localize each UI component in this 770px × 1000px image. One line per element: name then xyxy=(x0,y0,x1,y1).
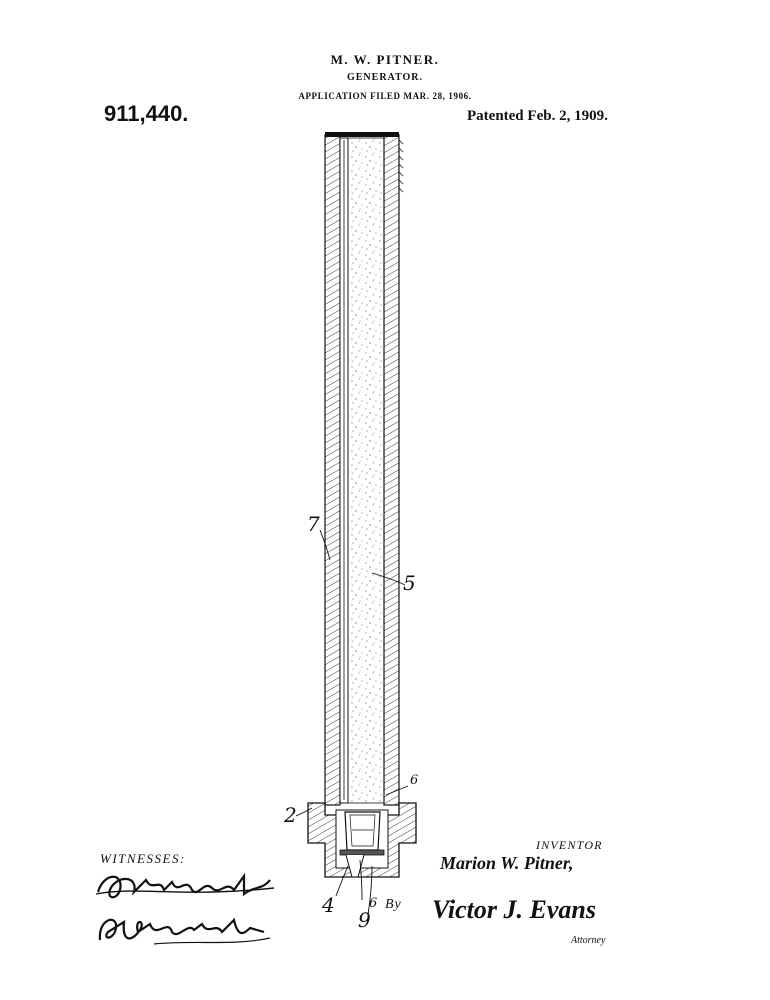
ref-label-4: 4 xyxy=(322,893,335,917)
tube-right-wall xyxy=(384,135,399,805)
witness-signature-1 xyxy=(94,868,284,904)
ref-label-6-lower: 6 xyxy=(369,896,378,911)
screen-plate xyxy=(340,850,384,855)
attorney-caption: Attorney xyxy=(571,935,606,946)
inventor-name-header: M. W. PITNER. xyxy=(330,52,440,67)
inventor-signature: Marion W. Pitner, xyxy=(440,853,574,873)
attorney-signature: Victor J. Evans xyxy=(432,895,596,924)
by-label: By xyxy=(385,897,402,912)
inventor-caption: INVENTOR xyxy=(536,838,603,852)
tube-threads xyxy=(399,140,403,192)
patent-number: 911,440. xyxy=(104,101,189,126)
invention-title: GENERATOR. xyxy=(346,72,424,83)
witnesses-caption: WITNESSES: xyxy=(100,851,186,866)
ref-label-6-upper: 6 xyxy=(410,773,419,788)
witness-signature-2 xyxy=(94,910,284,950)
application-filed-line: APPLICATION FILED MAR. 28, 1906. xyxy=(298,91,472,101)
ref-label-7: 7 xyxy=(307,512,320,536)
patented-date: Patented Feb. 2, 1909. xyxy=(467,108,608,124)
packing-material xyxy=(348,138,384,803)
ref-label-2: 2 xyxy=(284,803,297,827)
ref-label-5: 5 xyxy=(403,571,416,595)
tube-left-wall xyxy=(325,135,340,805)
ref-label-9: 9 xyxy=(358,908,371,932)
